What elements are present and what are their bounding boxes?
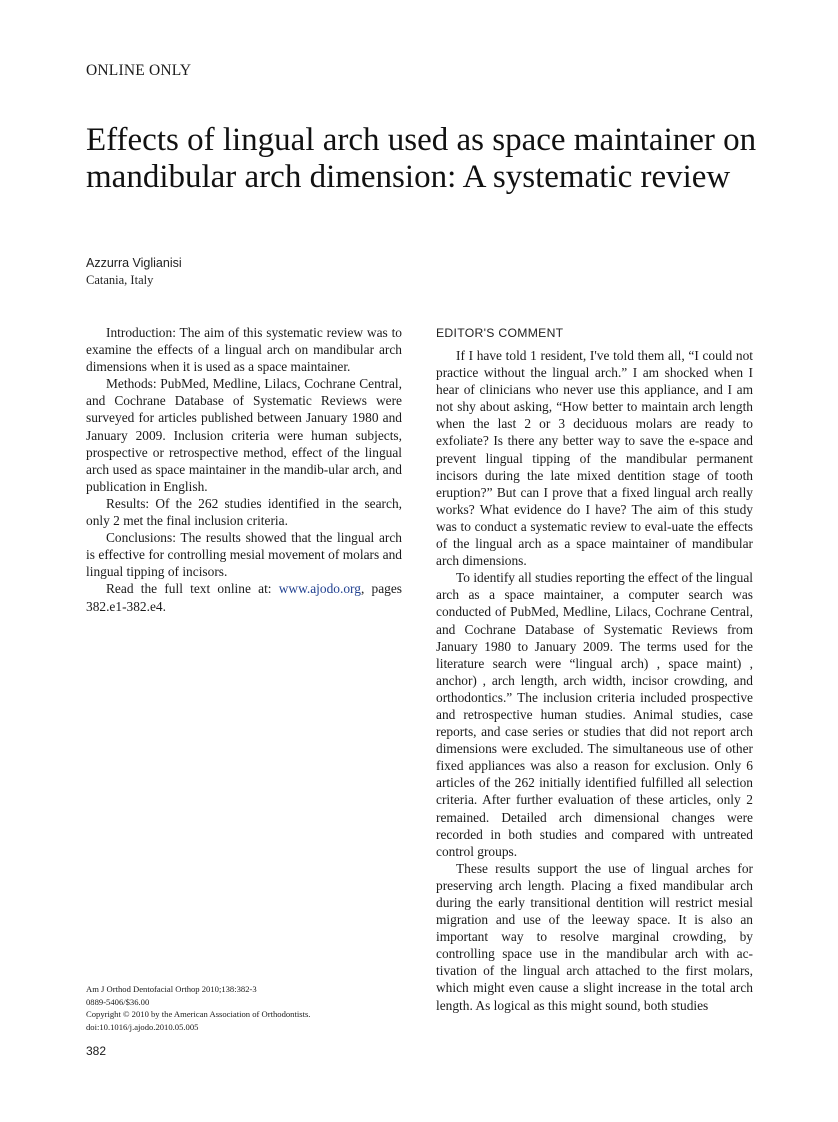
citation-copyright: Copyright © 2010 by the American Association of Orthodontists. (86, 1009, 311, 1020)
page-number: 382 (86, 1044, 107, 1058)
citation-doi: doi:10.1016/j.ajodo.2010.05.005 (86, 1021, 199, 1032)
editors-comment-paragraph: If I have told 1 resident, I've told them all, “I could not practice without the lingual arch.” I am shocked when I hear of clinicians who never use this appliance, and I am not shy about asking, “How better to maintain arch length when the last 2 or 3 deciduous molars are ready to exfoliate? Is there any better way to save the e-space and prevent lingual tipping of the mandibular permanent incisors during the late mixed dentition stage of tooth eruption?” But can I prove that a fixed lingual arch really works? What evidence do I have? The aim of this study was to conduct a systematic review to eval-uate the effects of the lingual arch as a space maintainer of mandibular arch dimensions. (436, 348, 753, 569)
abstract-results: Results: Of the 262 studies identified in the search, only 2 met the final inclusion criteria. (86, 495, 402, 529)
journal-website-link[interactable]: www.ajodo.org (278, 581, 361, 597)
abstract (86, 324, 402, 615)
abstract-conclusions: Conclusions: The results showed that the lingual arch is effective for controlling mesial movement of molars and lingual tipping of incisors. (86, 530, 402, 580)
editors-comment-body (436, 347, 753, 1014)
editors-comment-heading: EDITOR'S COMMENT (436, 326, 564, 340)
editors-comment-paragraph: To identify all studies reporting the effect of the lingual arch as a space maintainer, a computer search was conducted of PubMed, Medline, Lilacs, Cochrane Central, and Cochrane Database of Systematic Reviews from January 1980 to January 2009. The terms used for the literature search were “lingual arch) , space maint) , anchor) , arch length, arch width, incisor crowding, and orthodontics.” The inclusion criteria included prospective and retrospective human studies. Animal studies, case reports, and case series or studies that did not report arch dimensions were excluded. The simultaneous use of other fixed appliances was also a reason for exclusion. Only 6 articles of the 262 initially identified fulfilled all selection criteria. After further evaluation of these articles, only 2 remained. Detailed arch dimensional changes were recorded in both studies and compared with untreated control groups. (436, 570, 753, 859)
read-online-prefix: Read the full text online at: (106, 581, 279, 597)
citation-block (86, 983, 406, 1033)
abstract-methods: Methods: PubMed, Medline, Lilacs, Cochrane Central, and Cochrane Database of Systematic Reviews were surveyed for articles published between January 1980 and January 2009. Inclusion criteria were human subjects, prospective or retrospective method, effect of the lingual arch used as space maintainer in the mandib-ular arch, and publication in English. (86, 376, 402, 494)
section-label: ONLINE ONLY (86, 62, 192, 79)
abstract-introduction: Introduction: The aim of this systematic review was to examine the effects of a lingual arch on mandibular arch dimensions when it is used as a space maintainer. (86, 325, 402, 375)
abstract-read-online (86, 580, 402, 614)
author-affiliation: Catania, Italy (86, 273, 154, 287)
citation-issn: 0889-5406/$36.00 (86, 996, 150, 1007)
editors-comment-paragraph: These results support the use of lingual arches for preserving arch length. Placing a fixed mandibular arch during the early transitional dentition will restrict mesial migration and use of the leeway space. It is also an important way to resolve marginal crowding, by controlling space use in the mandibular arch with ac-tivation of the lingual arch attached to the first molars, which might even cause a slight increase in the total arch length. As logical as this might sound, both studies (436, 860, 753, 1013)
read-online-suffix: , pages 382.e1-382.e4. (86, 581, 402, 614)
article-title: Effects of lingual arch used as space maintainer on mandibular arch dimension: A systematic review (86, 122, 757, 195)
author-name: Azzurra Viglianisi (86, 256, 182, 270)
citation-journal: Am J Orthod Dentofacial Orthop 2010;138:382-3 (86, 984, 257, 994)
